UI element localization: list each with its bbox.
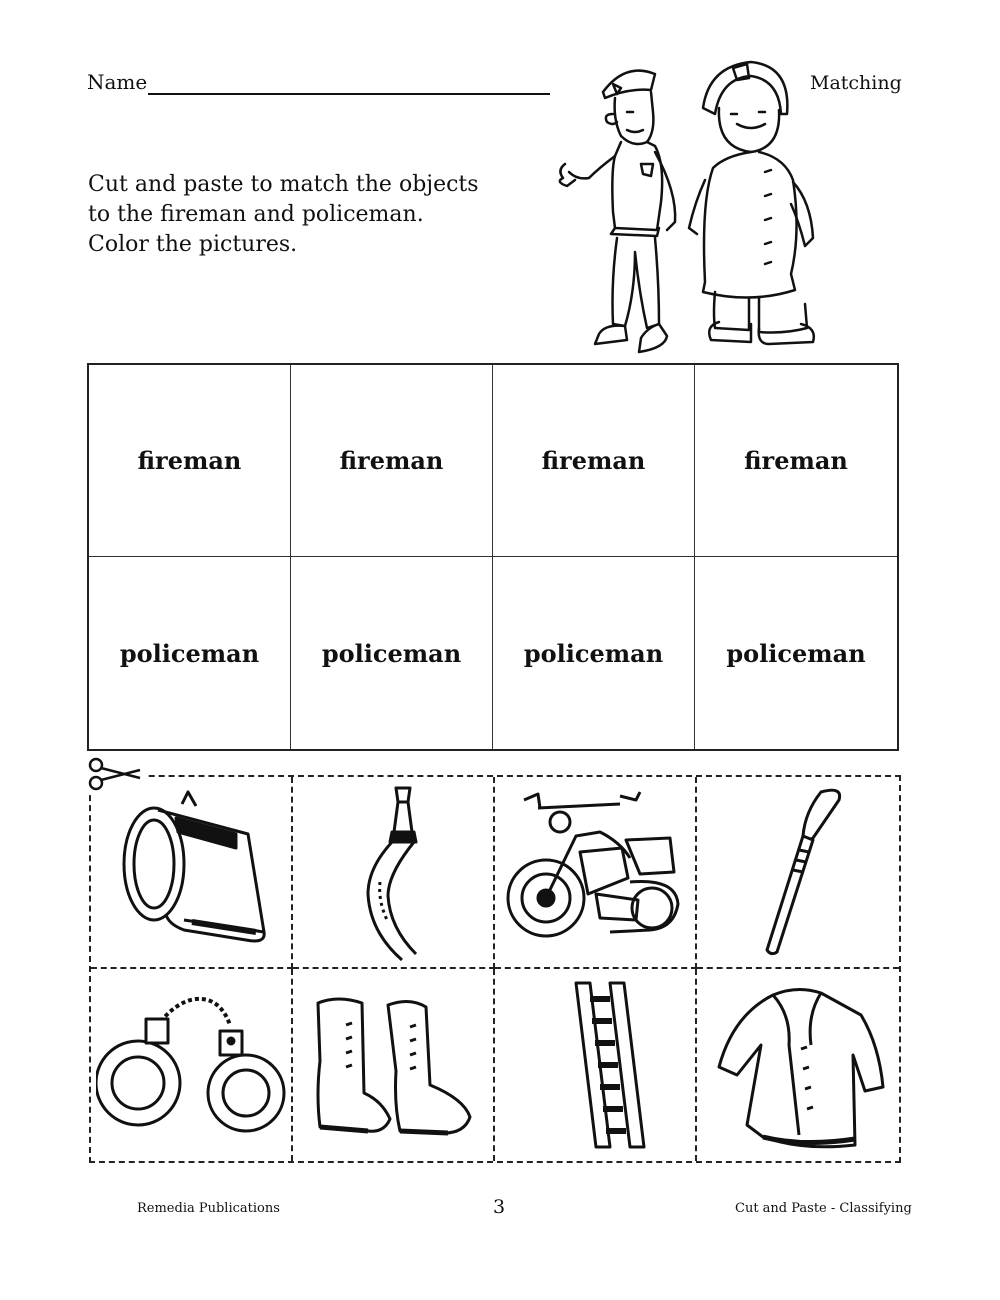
- fireman-figure: [689, 62, 814, 344]
- cutout-nightstick[interactable]: [697, 777, 899, 969]
- cutout-grid: [89, 775, 901, 1163]
- policeman-cell[interactable]: policeman: [89, 557, 291, 749]
- cutout-boots[interactable]: [293, 969, 495, 1161]
- policeman-cell[interactable]: policeman: [726, 638, 866, 668]
- instruction-line: Color the pictures.: [88, 232, 298, 257]
- policeman-fireman-illustration: [555, 52, 825, 364]
- ladder-icon: [500, 975, 690, 1155]
- cutout-handcuffs[interactable]: [91, 969, 293, 1161]
- fireman-cell[interactable]: fireman: [89, 365, 291, 557]
- whistle-icon: [96, 782, 286, 962]
- cutout-whistle[interactable]: [91, 777, 293, 969]
- policeman-cell[interactable]: policeman: [493, 557, 695, 749]
- fire-coat-icon: [703, 975, 893, 1155]
- scissors-icon: [84, 756, 146, 792]
- boots-icon: [298, 975, 488, 1155]
- name-line[interactable]: [148, 93, 550, 95]
- sorting-table: [87, 363, 899, 751]
- publisher-name: Remedia Publications: [137, 1201, 280, 1216]
- name-label: Name: [87, 70, 148, 94]
- series-title: Cut and Paste - Classifying: [735, 1201, 912, 1216]
- fireman-cell[interactable]: fireman: [493, 365, 695, 557]
- instruction-line: Cut and paste to match the objects: [88, 172, 479, 197]
- cutout-motorcycle[interactable]: [495, 777, 697, 969]
- cutout-fire-coat[interactable]: [697, 969, 899, 1161]
- instruction-line: to the fireman and policeman.: [88, 202, 424, 227]
- nightstick-icon: [703, 782, 893, 962]
- cutout-ladder[interactable]: [495, 969, 697, 1161]
- motorcycle-icon: [500, 782, 690, 962]
- fireman-cell[interactable]: fireman: [291, 365, 493, 557]
- worksheet-topic: Matching: [810, 72, 902, 94]
- handcuffs-icon: [96, 975, 286, 1155]
- policeman-figure: [560, 71, 675, 352]
- fire-hose-icon: [298, 782, 488, 962]
- instructions: [88, 170, 479, 260]
- policeman-cell[interactable]: policeman: [291, 557, 493, 749]
- cutout-fire-hose[interactable]: [293, 777, 495, 969]
- fireman-cell[interactable]: fireman: [695, 365, 897, 557]
- page-number: 3: [493, 1196, 506, 1218]
